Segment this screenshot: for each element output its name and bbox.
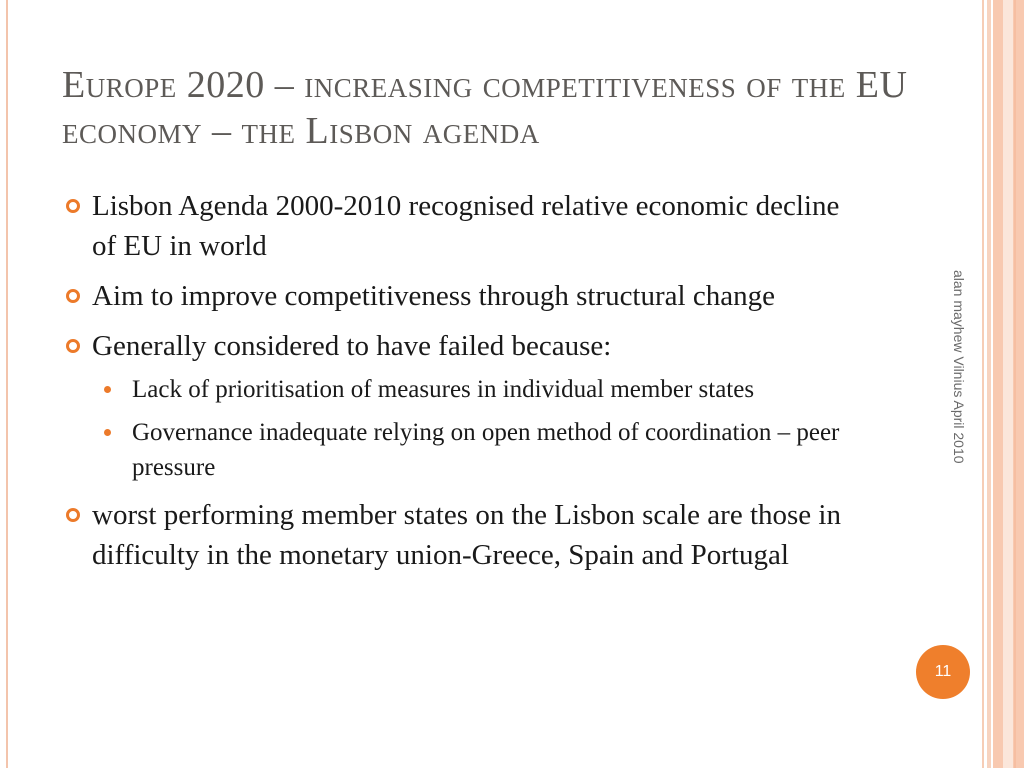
page-number: 11: [934, 663, 952, 680]
sub-bullet-text: Governance inadequate relying on open method of coordination – peer pressure: [132, 419, 840, 481]
right-stripe-line: [1014, 0, 1016, 768]
hollow-circle-icon: [66, 339, 80, 353]
sub-bullet-item: [92, 372, 862, 407]
right-stripe-inner: [1003, 0, 1013, 768]
sub-bullet-text: Lack of prioritisation of measures in individual member states: [132, 376, 755, 403]
page-number-badge: [916, 645, 970, 699]
bullet-item: [62, 276, 862, 316]
hollow-circle-icon: [66, 289, 80, 303]
bullet-item: [62, 326, 862, 485]
hollow-circle-icon: [66, 199, 80, 213]
bullet-text: worst performing member states on the Lisbon scale are those in difficulty in the monetary union-Greece, Spain and Portugal: [92, 499, 841, 571]
bullet-text: Lisbon Agenda 2000-2010 recognised relative economic decline of EU in world: [92, 190, 840, 262]
right-stripe-medium: [987, 0, 991, 768]
sub-bullet-item: [92, 415, 862, 485]
side-caption: alan mayhew Vilnius April 2010: [951, 270, 967, 464]
bullet-item: [62, 186, 862, 266]
filled-dot-icon: [104, 386, 111, 393]
bullet-item: [62, 495, 862, 575]
right-stripe-thin: [982, 0, 984, 768]
filled-dot-icon: [104, 429, 111, 436]
sub-bullet-list: [92, 372, 862, 485]
bullet-list: [62, 186, 862, 585]
slide-title: Europe 2020 – increasing competitiveness of the EU economy – the Lisbon agenda: [62, 64, 908, 152]
bullet-text: Generally considered to have failed because:: [92, 330, 612, 362]
hollow-circle-icon: [66, 508, 80, 522]
left-border-line: [6, 0, 8, 768]
bullet-text: Aim to improve competitiveness through structural change: [92, 280, 775, 312]
